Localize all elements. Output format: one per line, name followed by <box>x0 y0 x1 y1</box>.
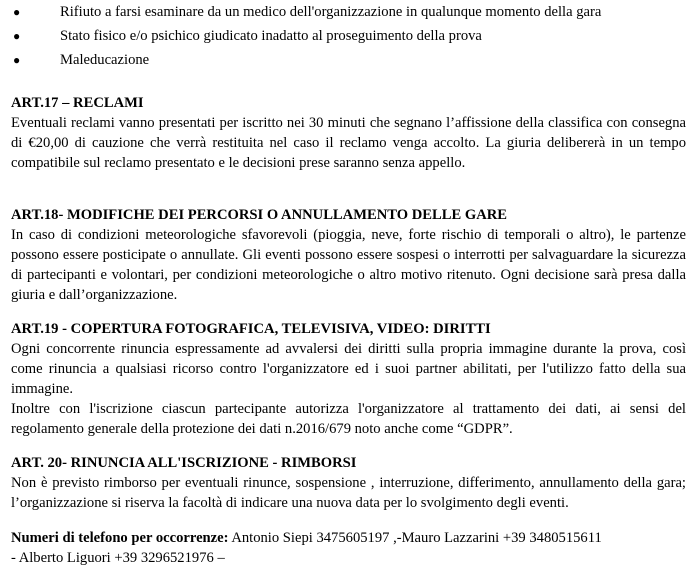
article-17-text: Eventuali reclami vanno presentati per iscritto nei 30 minuti che segnano l’affissione della classifica con consegna di €20,00 di cauzione che verrà restituita nel caso il reclamo venga accolto. La giuria delibererà in un tempo compatibile sul reclamo presentato e le decisioni prese saranno senza appello. <box>11 115 686 171</box>
list-item <box>11 24 686 48</box>
article-17-section <box>11 93 686 173</box>
article-20-title: ART. 20- RINUNCIA ALL'ISCRIZIONE - RIMBORSI <box>11 455 357 471</box>
list-item <box>11 0 686 24</box>
list-item-text: Maleducazione <box>60 52 150 68</box>
list-item-text: Rifiuto a farsi esaminare da un medico dell'organizzazione in qualunque momento della gara <box>60 4 602 20</box>
article-18-title: ART.18- MODIFICHE DEI PERCORSI O ANNULLAMENTO DELLE GARE <box>11 207 508 223</box>
contacts-line-2: - Alberto Liguori +39 3296521976 – <box>11 550 225 566</box>
article-17-title: ART.17 – RECLAMI <box>11 95 144 111</box>
article-20-text: Non è previsto rimborso per eventuali rinunce, sospensione , interruzione, differimento, annullamento della gara; l’organizzazione si riserva la facoltà di indicare una nuova data per lo svolgimento degli eventi. <box>11 475 686 511</box>
article-18-text: In caso di condizioni meteorologiche sfavorevoli (pioggia, neve, forte rischio di temporali o altro), le partenze possono essere posticipate o annullate. Gli eventi possono essere sospesi o interrotti per salvaguardare la sicurezza di partecipanti e volontari, per condizioni meteorologiche o altro motivo ritenuto. Ogni decisione sarà presa dalla giuria e dall’organizzazione. <box>11 227 686 303</box>
article-20-section <box>11 453 686 513</box>
contacts-numbers-1: Antonio Siepi 3475605197 ,-Mauro Lazzarini +39 3480515611 <box>228 530 602 546</box>
article-18-section <box>11 205 686 305</box>
disqualification-reasons-list <box>11 0 686 72</box>
emergency-contacts <box>11 528 686 568</box>
regulation-document <box>11 0 686 568</box>
contacts-label: Numeri di telefono per occorrenze: <box>11 530 229 546</box>
article-19-text-1: Ogni concorrente rinuncia espressamente ad avvalersi dei diritti sulla propria immagine durante la prova, così come rinuncia a qualsiasi ricorso contro l'organizzatore ed i suoi partner abilitati, per l'utilizzo fatto della sua immagine. <box>11 341 686 397</box>
list-item-text: Stato fisico e/o psichico giudicato inadatto al proseguimento della prova <box>60 28 482 44</box>
article-19-section <box>11 319 686 439</box>
bullet-icon: ● <box>13 53 21 67</box>
article-19-text-2: Inoltre con l'iscrizione ciascun partecipante autorizza l'organizzatore al trattamento dei dati, ai sensi del regolamento generale della protezione dei dati n.2016/679 noto anche come “GDPR”. <box>11 401 686 437</box>
bullet-icon: ● <box>13 5 21 19</box>
bullet-icon: ● <box>13 29 21 43</box>
list-item <box>11 48 686 72</box>
contacts-line-1 <box>11 528 686 548</box>
article-19-title: ART.19 - COPERTURA FOTOGRAFICA, TELEVISIVA, VIDEO: DIRITTI <box>11 321 491 337</box>
